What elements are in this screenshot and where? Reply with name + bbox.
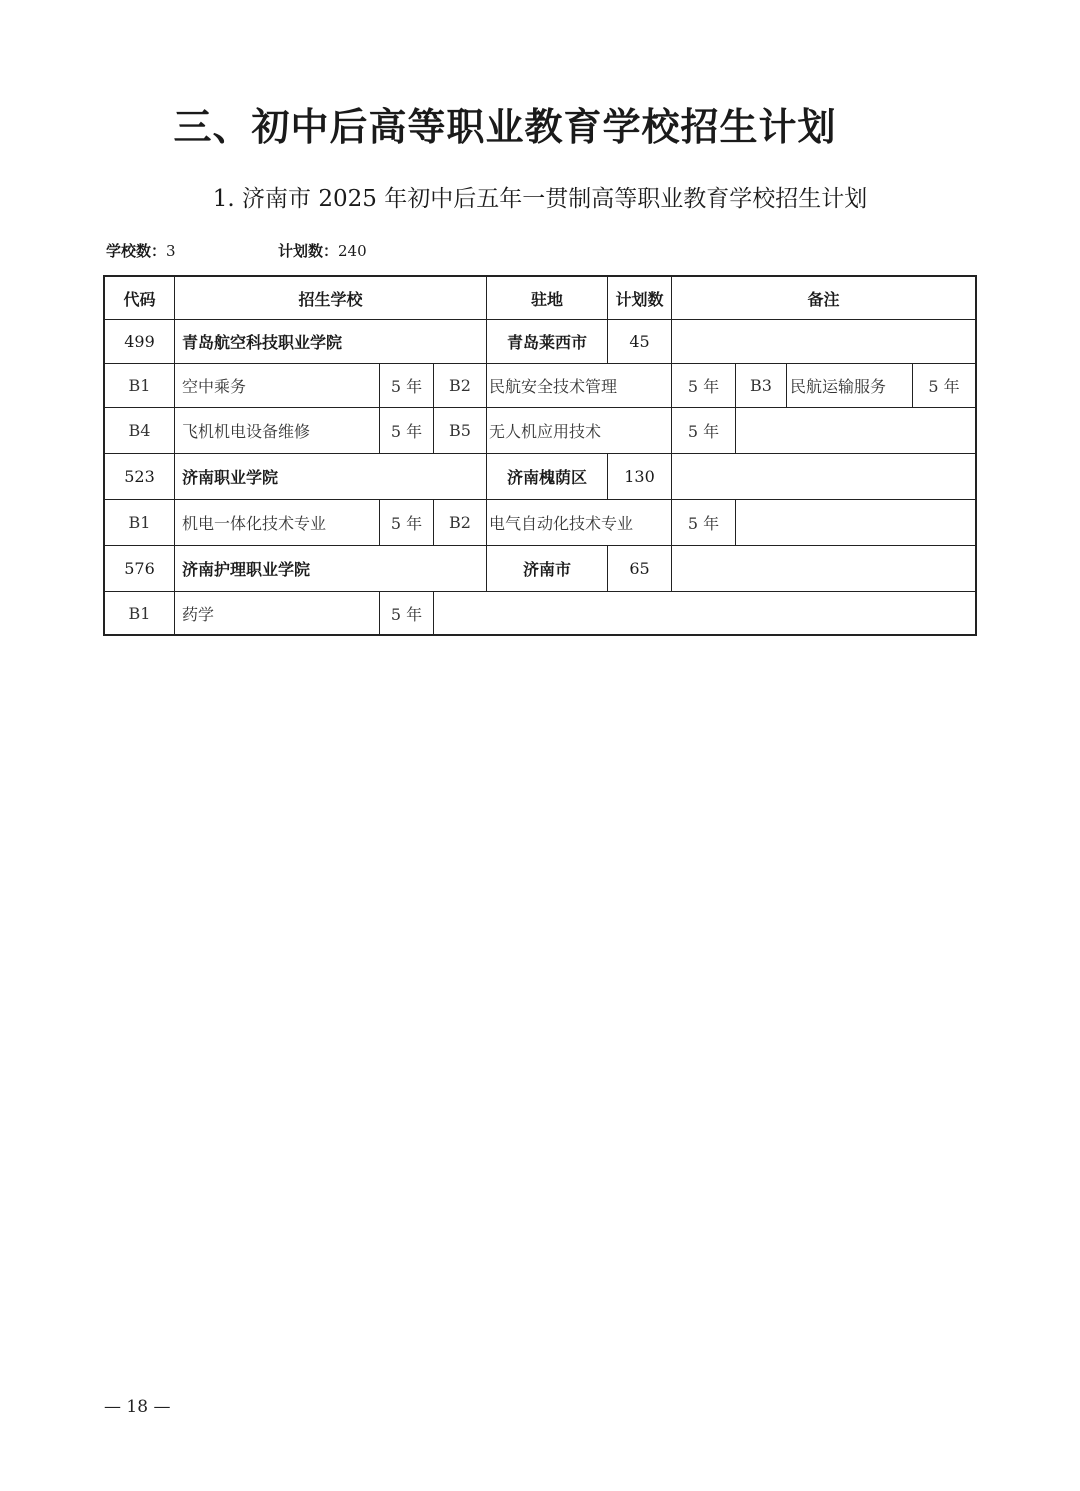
major-years: 5 年 xyxy=(380,592,434,634)
school-name: 青岛航空科技职业学院 xyxy=(175,320,487,364)
school-count-value: 3 xyxy=(166,242,176,260)
school-name: 济南护理职业学院 xyxy=(175,546,487,592)
school-code: 576 xyxy=(105,546,175,592)
empty-cell xyxy=(736,500,975,546)
major-code: B2 xyxy=(434,364,487,408)
school-location: 济南槐荫区 xyxy=(487,454,608,500)
major-code: B1 xyxy=(105,500,175,546)
page-heading: 三、初中后高等职业教育学校招生计划 xyxy=(173,104,837,149)
major-years: 5 年 xyxy=(380,364,434,408)
major-code: B5 xyxy=(434,408,487,454)
school-plan: 45 xyxy=(608,320,672,364)
major-years: 5 年 xyxy=(913,364,975,408)
school-name: 济南职业学院 xyxy=(175,454,487,500)
major-code: B2 xyxy=(434,500,487,546)
major-name: 药学 xyxy=(175,592,380,634)
header-location: 驻地 xyxy=(487,277,608,320)
school-remarks xyxy=(672,320,975,364)
major-name: 民航安全技术管理 xyxy=(487,364,672,408)
empty-cell xyxy=(736,408,975,454)
major-years: 5 年 xyxy=(672,500,736,546)
section-subheading: 1. 济南市 2025 年初中后五年一贯制高等职业教育学校招生计划 xyxy=(212,186,868,212)
plan-count xyxy=(278,240,367,261)
school-count xyxy=(106,240,176,261)
school-location: 济南市 xyxy=(487,546,608,592)
school-remarks xyxy=(672,546,975,592)
major-code: B3 xyxy=(736,364,787,408)
major-code: B1 xyxy=(105,592,175,634)
major-years: 5 年 xyxy=(672,408,736,454)
major-name: 飞机机电设备维修 xyxy=(175,408,380,454)
empty-cell xyxy=(434,592,975,634)
plan-count-value: 240 xyxy=(338,242,367,260)
enrollment-plan-table xyxy=(103,275,977,636)
school-code: 523 xyxy=(105,454,175,500)
school-location: 青岛莱西市 xyxy=(487,320,608,364)
major-name: 空中乘务 xyxy=(175,364,380,408)
major-code: B1 xyxy=(105,364,175,408)
major-years: 5 年 xyxy=(672,364,736,408)
page-number: — 18 — xyxy=(104,1397,171,1417)
major-name: 机电一体化技术专业 xyxy=(175,500,380,546)
school-code: 499 xyxy=(105,320,175,364)
school-remarks xyxy=(672,454,975,500)
header-plan: 计划数 xyxy=(608,277,672,320)
header-school: 招生学校 xyxy=(175,277,487,320)
header-code: 代码 xyxy=(105,277,175,320)
header-remarks: 备注 xyxy=(672,277,975,320)
major-name: 民航运输服务 xyxy=(787,364,913,408)
major-code: B4 xyxy=(105,408,175,454)
school-plan: 130 xyxy=(608,454,672,500)
major-name: 电气自动化技术专业 xyxy=(487,500,672,546)
major-years: 5 年 xyxy=(380,408,434,454)
school-count-label: 学校数： xyxy=(106,242,167,260)
plan-count-label: 计划数： xyxy=(278,242,339,260)
school-plan: 65 xyxy=(608,546,672,592)
major-years: 5 年 xyxy=(380,500,434,546)
major-name: 无人机应用技术 xyxy=(487,408,672,454)
